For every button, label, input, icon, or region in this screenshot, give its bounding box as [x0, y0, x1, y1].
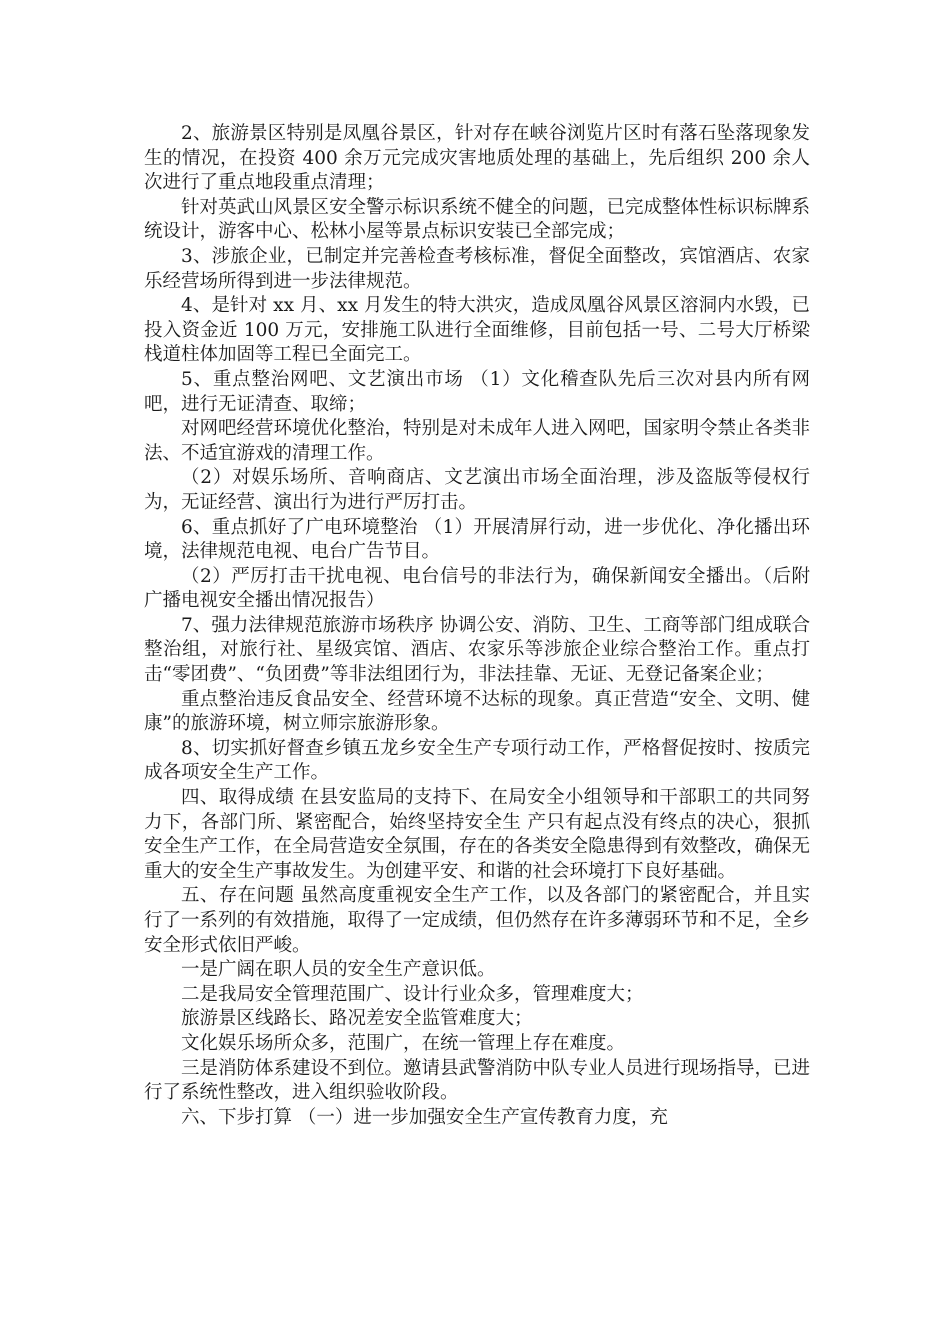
- document-body: [144, 122, 810, 1130]
- paragraph-10: 7、强力法律规范旅游市场秩序 协调公安、消防、卫生、工商等部门组成联合整治组，对旅行社、星级宾馆、酒店、农家乐等涉旅企业综合整治工作。重点打击“零团费”、“负团费”等非法组团行为，非法挂靠、无证、无登记备案企业；: [144, 614, 810, 686]
- paragraph-18: 文化娱乐场所众多，范围广，在统一管理上存在难度。: [181, 1032, 626, 1054]
- paragraph-12: 8、切实抓好督查乡镇五龙乡安全生产专项行动工作，严格督促按时、按质完成各项安全生产工作。: [144, 737, 810, 784]
- paragraph-8: 6、重点抓好了广电环境整治 （1）开展清屏行动，进一步优化、净化播出环境，法律规范电视、电台广告节目。: [144, 516, 810, 563]
- paragraph-16: 二是我局安全管理范围广、设计行业众多，管理难度大；: [181, 983, 644, 1005]
- paragraph-13: 四、取得成绩 在县安监局的支持下、在局安全小组领导和干部职工的共同努力下，各部门所、紧密配合，始终坚持安全生 产只有起点没有终点的决心，狠抓安全生产工作，在全局营造安全氛围，存在的各类安全隐患得到有效整改，确保无重大的安全生产事故发生。为创建平安、和谐的社会环境打下良好基础。: [144, 787, 811, 882]
- paragraph-19: 三是消防体系建设不到位。邀请县武警消防中队专业人员进行现场指导，已进行了系统性整改，进入组织验收阶段。: [144, 1057, 811, 1104]
- paragraph-14: 五、存在问题 虽然高度重视安全生产工作，以及各部门的紧密配合，并且实行了一系列的有效措施，取得了一定成绩，但仍然存在许多薄弱环节和不足，全乡安全形式依旧严峻。: [144, 885, 811, 956]
- paragraph-7: （2）对娱乐场所、音响商店、文艺演出市场全面治理，涉及盗版等侵权行为，无证经营、演出行为进行严厉打击。: [144, 467, 810, 513]
- paragraph-15: 一是广阔在职人员的安全生产意识低。: [181, 959, 496, 981]
- paragraph-11: 重点整治违反食品安全、经营环境不达标的现象。真正营造“安全、文明、健康”的旅游环境，树立师宗旅游形象。: [144, 688, 810, 735]
- paragraph-3: 3、涉旅企业，已制定并完善检查考核标准，督促全面整改，宾馆酒店、农家乐经营场所得到进一步法律规范。: [144, 245, 810, 292]
- paragraph-9: （2）严厉打击干扰电视、电台信号的非法行为，确保新闻安全播出。（后附广播电视安全播出情况报告）: [144, 565, 810, 612]
- paragraph-6: 对网吧经营环境优化整治，特别是对未成年人进入网吧，国家明令禁止各类非法、不适宜游戏的清理工作。: [144, 418, 811, 464]
- paragraph-5: 5、重点整治网吧、文艺演出市场 （1）文化稽查队先后三次对县内所有网吧，进行无证清查、取缔；: [144, 368, 810, 415]
- paragraph-1: 2、旅游景区特别是凤凰谷景区，针对存在峡谷浏览片区时有落石坠落现象发生的情况，在投资 400 余万元完成灾害地质处理的基础上，先后组织 200 余人次进行了重点地段重点清理；: [144, 123, 810, 194]
- paragraph-4: 4、是针对 xx 月、xx 月发生的特大洪灾，造成凤凰谷风景区溶洞内水毁，已投入资金近 100 万元，安排施工队进行全面维修，目前包括一号、二号大厅桥梁栈道柱体加固等工程已全面完工。: [144, 295, 810, 366]
- paragraph-2: 针对英武山风景区安全警示标识系统不健全的问题，已完成整体性标识标牌系统设计，游客中心、松林小屋等景点标识安装已全部完成；: [144, 196, 811, 243]
- paragraph-17: 旅游景区线路长、路况差安全监管难度大；: [181, 1008, 533, 1030]
- paragraph-20: 六、下步打算 （一）进一步加强安全生产宣传教育力度，充: [181, 1106, 668, 1128]
